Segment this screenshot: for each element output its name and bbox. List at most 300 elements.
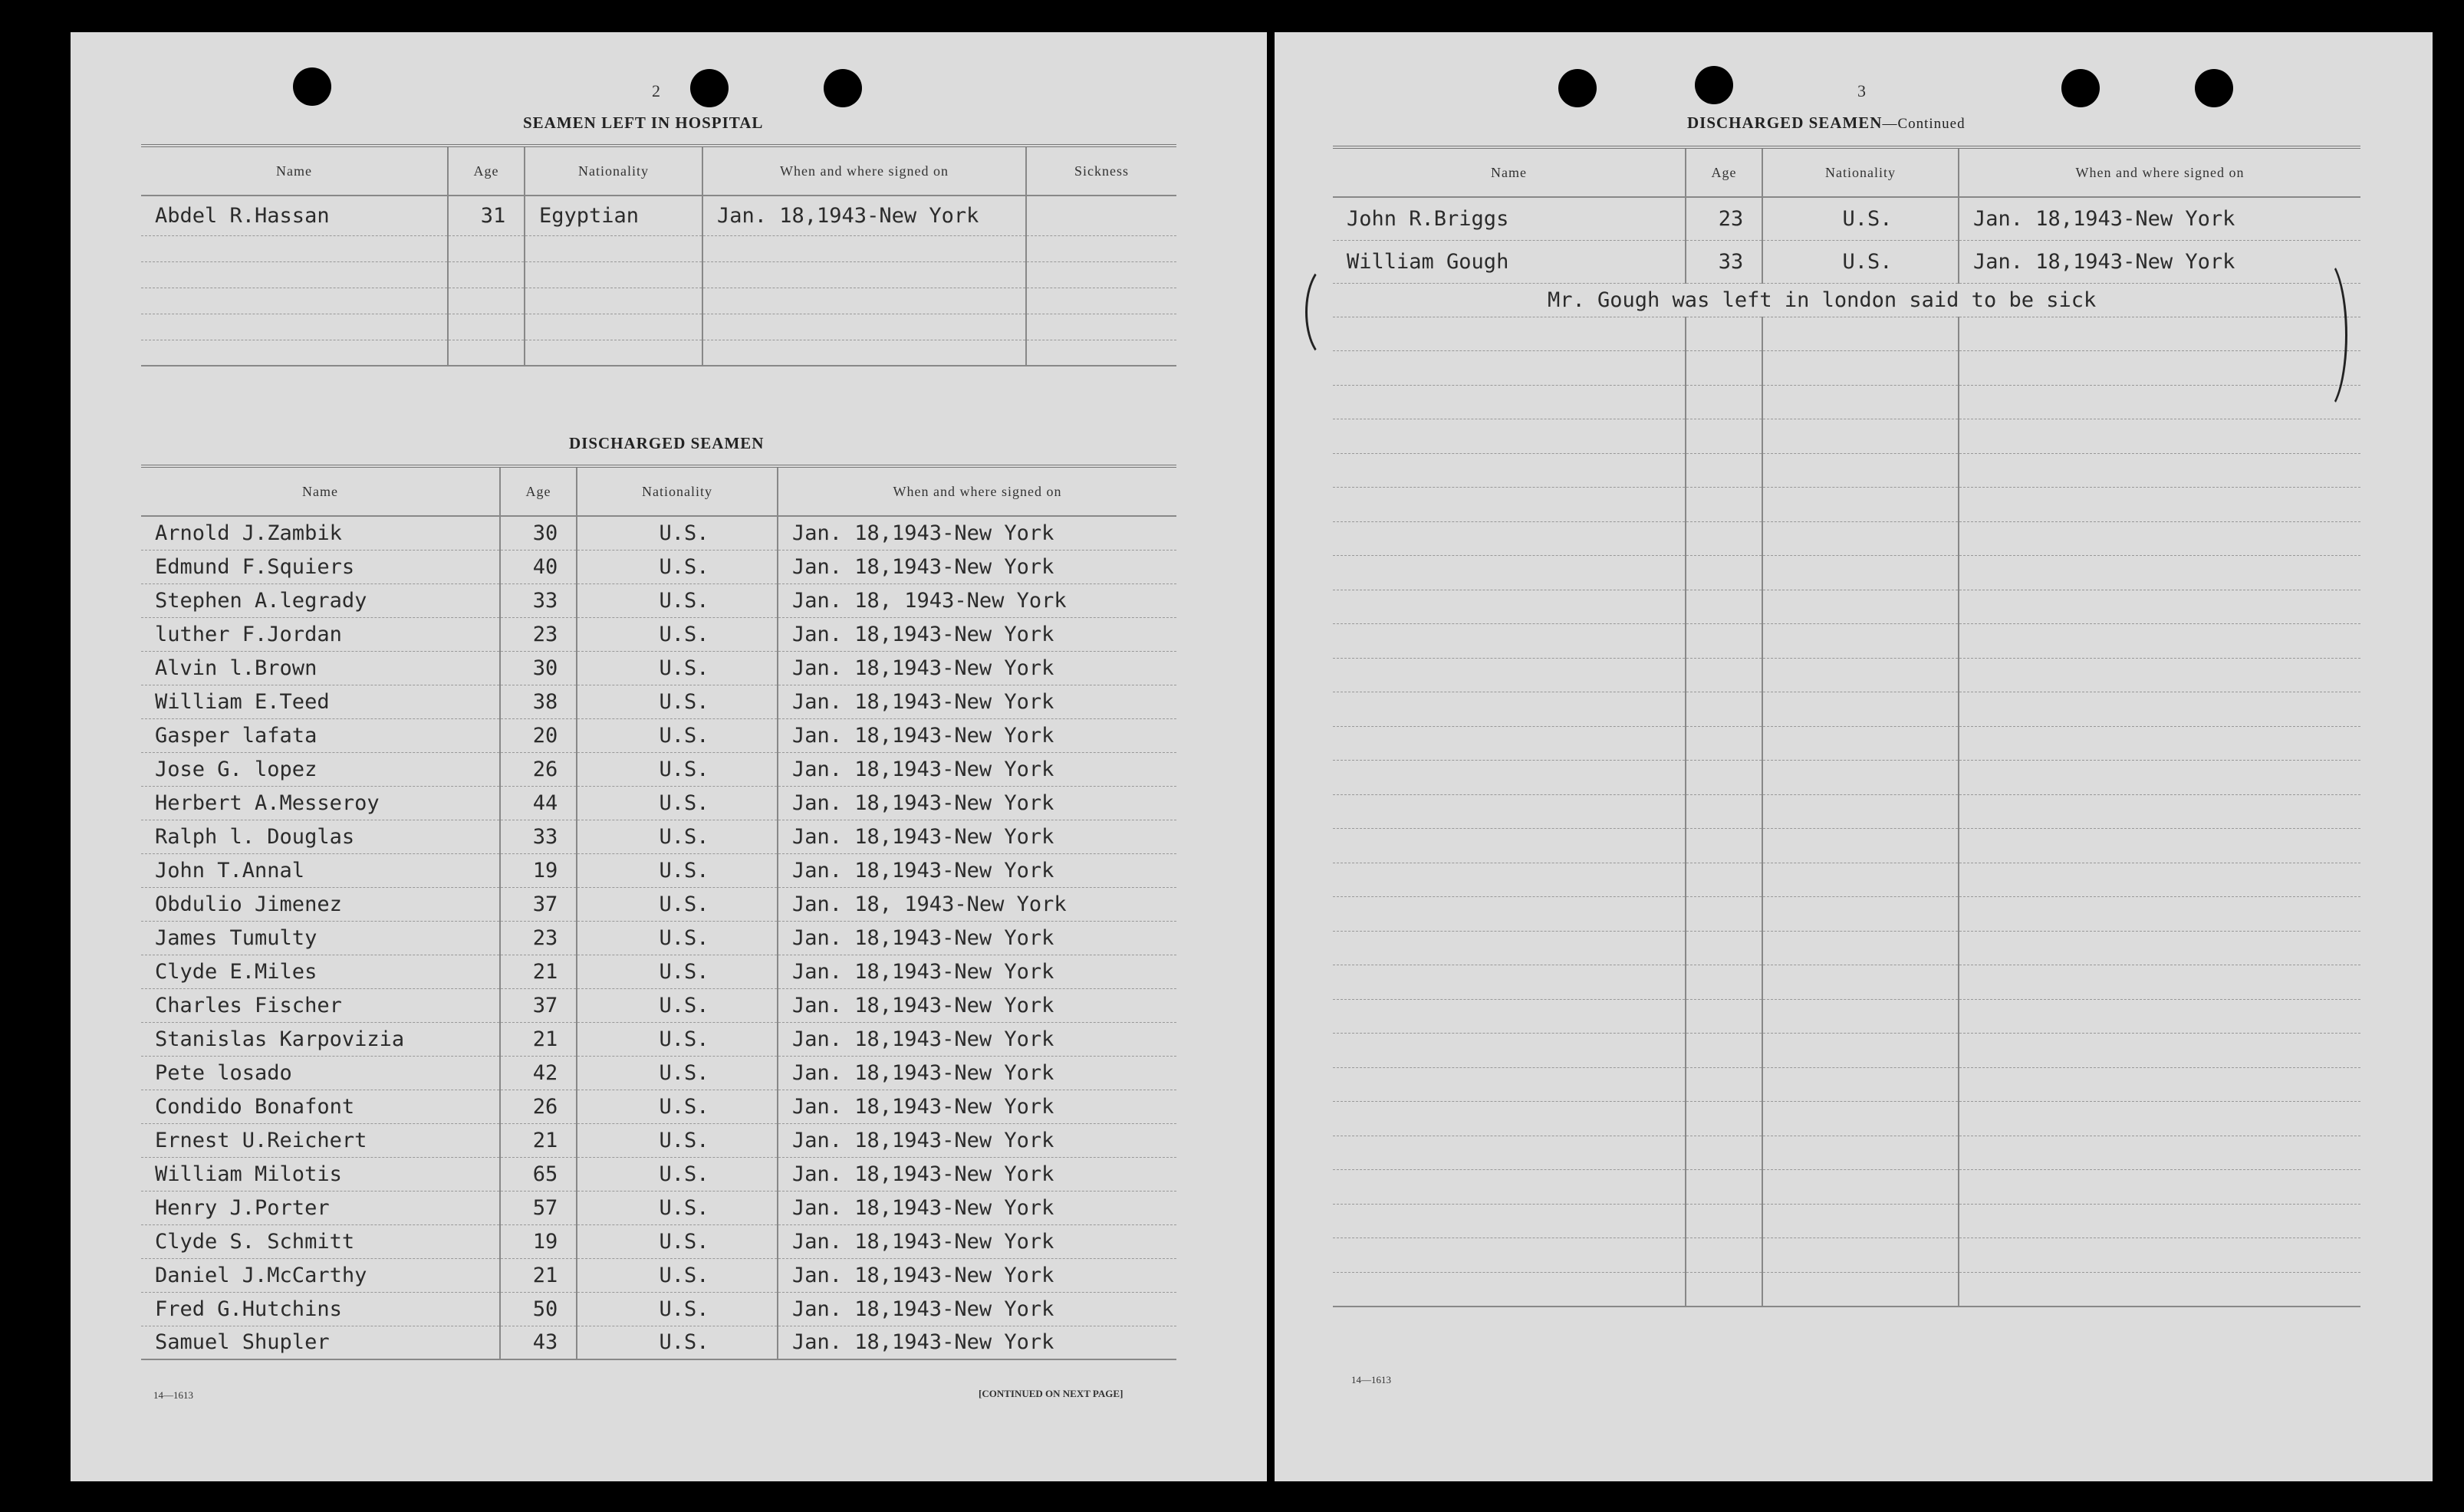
blank-cell	[141, 261, 448, 288]
blank-row	[1333, 1067, 2360, 1102]
seaman-age: 40	[500, 550, 577, 583]
blank-cell	[1762, 385, 1959, 419]
seaman-name: Ralph l. Douglas	[141, 820, 500, 853]
blank-cell	[1762, 1136, 1959, 1170]
blank-cell	[1333, 1204, 1686, 1238]
table-row	[141, 1157, 1176, 1191]
blank-cell	[1762, 965, 1959, 1000]
blank-cell	[1686, 863, 1762, 897]
blank-cell	[1959, 761, 2360, 795]
seaman-signed-on: Jan. 18,1943-New York	[1959, 197, 2360, 240]
blank-row	[1333, 488, 2360, 522]
seaman-nationality: U.S.	[577, 718, 778, 752]
seaman-age: 23	[500, 617, 577, 651]
seaman-signed-on: Jan. 18,1943-New York	[778, 516, 1176, 550]
seaman-age: 50	[500, 1292, 577, 1326]
blank-cell	[1333, 829, 1686, 863]
blank-cell	[1686, 385, 1762, 419]
blank-cell	[1686, 761, 1762, 795]
blank-cell	[1959, 385, 2360, 419]
blank-cell	[141, 235, 448, 261]
blank-cell	[1959, 556, 2360, 590]
blank-row	[1333, 726, 2360, 761]
seaman-signed-on: Jan. 18,1943-New York	[778, 1157, 1176, 1191]
blank-cell	[1959, 658, 2360, 692]
blank-cell	[141, 340, 448, 366]
table-row	[141, 685, 1176, 718]
seaman-nationality: U.S.	[577, 955, 778, 988]
seaman-signed-on: Jan. 18,1943-New York	[778, 685, 1176, 718]
seaman-age: 38	[500, 685, 577, 718]
blank-row	[1333, 419, 2360, 454]
form-number: 14—1613	[1351, 1374, 1391, 1385]
seaman-sickness	[1026, 196, 1176, 235]
discharged-section-title: DISCHARGED SEAMEN	[569, 434, 765, 452]
blank-cell	[448, 261, 525, 288]
seaman-nationality: U.S.	[577, 617, 778, 651]
blank-row	[1333, 794, 2360, 829]
seaman-nationality: U.S.	[577, 1157, 778, 1191]
blank-cell	[1026, 261, 1176, 288]
seaman-age: 26	[500, 752, 577, 786]
blank-cell	[702, 261, 1026, 288]
blank-row	[1333, 624, 2360, 659]
page-number: 2	[652, 81, 660, 100]
table-row	[141, 718, 1176, 752]
col-header-name: Name	[141, 146, 448, 196]
seaman-age: 37	[500, 988, 577, 1022]
blank-row	[1333, 1102, 2360, 1136]
continued-note: [CONTINUED ON NEXT PAGE]	[979, 1388, 1123, 1399]
blank-row	[1333, 897, 2360, 932]
blank-cell	[1333, 999, 1686, 1034]
blank-cell	[1333, 1170, 1686, 1205]
blank-cell	[1333, 419, 1686, 454]
handwritten-bracket-left	[1305, 264, 1354, 360]
seaman-age: 33	[500, 583, 577, 617]
blank-cell	[1959, 931, 2360, 965]
seaman-name: Edmund F.Squiers	[141, 550, 500, 583]
blank-cell	[448, 340, 525, 366]
blank-cell	[1762, 556, 1959, 590]
blank-cell	[1959, 419, 2360, 454]
blank-cell	[1026, 314, 1176, 340]
blank-row	[1333, 385, 2360, 419]
blank-cell	[1686, 624, 1762, 659]
discharged-table	[141, 465, 1176, 1360]
blank-cell	[1333, 1136, 1686, 1170]
blank-cell	[525, 314, 702, 340]
seaman-nationality: U.S.	[577, 921, 778, 955]
blank-cell	[1959, 692, 2360, 727]
seaman-name: Daniel J.McCarthy	[141, 1258, 500, 1292]
blank-row	[1333, 1136, 2360, 1170]
table-row	[141, 1258, 1176, 1292]
blank-cell	[1762, 829, 1959, 863]
blank-cell	[1959, 1136, 2360, 1170]
blank-cell	[1686, 999, 1762, 1034]
table-row	[141, 1191, 1176, 1224]
blank-cell	[1959, 829, 2360, 863]
blank-cell	[1333, 556, 1686, 590]
blank-row	[141, 261, 1176, 288]
seaman-signed-on: Jan. 18,1943-New York	[778, 617, 1176, 651]
seaman-name: Henry J.Porter	[141, 1191, 500, 1224]
seaman-name: Abdel R.Hassan	[141, 196, 448, 235]
seaman-age: 44	[500, 786, 577, 820]
punch-hole	[2195, 69, 2233, 107]
blank-cell	[1333, 590, 1686, 624]
seaman-signed-on: Jan. 18,1943-New York	[778, 1292, 1176, 1326]
blank-cell	[1686, 1102, 1762, 1136]
page-number: 3	[1857, 81, 1866, 100]
gough-note: Mr. Gough was left in london said to be sick	[1548, 288, 2097, 312]
blank-cell	[1762, 351, 1959, 386]
seaman-nationality: U.S.	[577, 1326, 778, 1359]
blank-cell	[1686, 1067, 1762, 1102]
hospital-section-title: SEAMEN LEFT IN HOSPITAL	[523, 113, 764, 132]
left-page	[71, 32, 1267, 1481]
blank-cell	[1333, 521, 1686, 556]
blank-cell	[1959, 999, 2360, 1034]
seaman-age: 20	[500, 718, 577, 752]
blank-cell	[525, 261, 702, 288]
seaman-name: Samuel Shupler	[141, 1326, 500, 1359]
seaman-signed-on: Jan. 18,1943-New York	[778, 550, 1176, 583]
seaman-name: John T.Annal	[141, 853, 500, 887]
blank-cell	[1686, 556, 1762, 590]
table-row	[141, 1056, 1176, 1090]
table-row	[141, 820, 1176, 853]
seaman-nationality: U.S.	[577, 1292, 778, 1326]
seaman-signed-on: Jan. 18,1943-New York	[778, 1090, 1176, 1123]
blank-cell	[1762, 1272, 1959, 1307]
seaman-signed-on: Jan. 18,1943-New York	[778, 786, 1176, 820]
seaman-name: luther F.Jordan	[141, 617, 500, 651]
blank-cell	[1959, 1034, 2360, 1068]
blank-row	[141, 340, 1176, 366]
table-row	[1333, 197, 2360, 240]
seaman-nationality: U.S.	[577, 887, 778, 921]
blank-cell	[1762, 590, 1959, 624]
seaman-name: Clyde S. Schmitt	[141, 1224, 500, 1258]
table-row	[141, 752, 1176, 786]
blank-row	[141, 314, 1176, 340]
blank-cell	[1686, 351, 1762, 386]
blank-cell	[1762, 1170, 1959, 1205]
blank-cell	[702, 314, 1026, 340]
blank-cell	[1026, 340, 1176, 366]
table-row	[141, 988, 1176, 1022]
title-suffix: —Continued	[1882, 116, 1966, 132]
blank-cell	[702, 340, 1026, 366]
seaman-signed-on: Jan. 18,1943-New York	[1959, 240, 2360, 283]
blank-cell	[1333, 658, 1686, 692]
seaman-name: Pete losado	[141, 1056, 500, 1090]
col-header-name: Name	[1333, 147, 1686, 197]
blank-cell	[525, 288, 702, 314]
blank-row	[1333, 590, 2360, 624]
seaman-name: William E.Teed	[141, 685, 500, 718]
blank-row	[1333, 521, 2360, 556]
blank-cell	[1762, 1102, 1959, 1136]
seaman-age: 65	[500, 1157, 577, 1191]
blank-cell	[1026, 288, 1176, 314]
seaman-age: 30	[500, 516, 577, 550]
blank-cell	[1762, 488, 1959, 522]
form-number: 14—1613	[153, 1389, 193, 1401]
blank-row	[1333, 351, 2360, 386]
blank-cell	[1333, 624, 1686, 659]
table-row	[141, 887, 1176, 921]
seaman-signed-on: Jan. 18,1943-New York	[778, 1056, 1176, 1090]
blank-row	[1333, 453, 2360, 488]
seaman-age: 23	[500, 921, 577, 955]
seaman-name: William Milotis	[141, 1157, 500, 1191]
table-row	[141, 583, 1176, 617]
blank-row	[1333, 761, 2360, 795]
seaman-nationality: U.S.	[577, 786, 778, 820]
seaman-age: 31	[448, 196, 525, 235]
seaman-name: Ernest U.Reichert	[141, 1123, 500, 1157]
blank-cell	[1333, 761, 1686, 795]
col-header-nationality: Nationality	[1762, 147, 1959, 197]
blank-cell	[1333, 965, 1686, 1000]
col-header-name: Name	[141, 466, 500, 516]
blank-row	[1333, 1204, 2360, 1238]
punch-hole	[1558, 69, 1597, 107]
blank-row	[1333, 1170, 2360, 1205]
blank-cell	[1959, 897, 2360, 932]
seaman-nationality: U.S.	[577, 1258, 778, 1292]
blank-cell	[1333, 317, 1686, 351]
blank-cell	[1762, 863, 1959, 897]
seaman-age: 30	[500, 651, 577, 685]
blank-cell	[1762, 1034, 1959, 1068]
col-header-nationality: Nationality	[577, 466, 778, 516]
table-row	[141, 1022, 1176, 1056]
seaman-nationality: U.S.	[577, 651, 778, 685]
col-header-age: Age	[500, 466, 577, 516]
seaman-nationality: U.S.	[577, 1022, 778, 1056]
seaman-signed-on: Jan. 18,1943-New York	[778, 752, 1176, 786]
seaman-signed-on: Jan. 18,1943-New York	[778, 853, 1176, 887]
blank-row	[1333, 1238, 2360, 1273]
blank-cell	[1959, 1102, 2360, 1136]
seaman-nationality: U.S.	[577, 1090, 778, 1123]
col-header-age: Age	[448, 146, 525, 196]
seaman-age: 19	[500, 1224, 577, 1258]
blank-row	[1333, 658, 2360, 692]
punch-hole	[1695, 66, 1733, 104]
blank-cell	[1959, 1204, 2360, 1238]
blank-cell	[1333, 1067, 1686, 1102]
blank-cell	[1686, 1034, 1762, 1068]
table-row	[141, 651, 1176, 685]
blank-row	[141, 288, 1176, 314]
seaman-signed-on: Jan. 18,1943-New York	[778, 651, 1176, 685]
blank-cell	[1333, 488, 1686, 522]
blank-cell	[1333, 1102, 1686, 1136]
blank-cell	[1959, 863, 2360, 897]
blank-cell	[1686, 897, 1762, 932]
blank-cell	[1686, 726, 1762, 761]
table-row	[141, 196, 1176, 235]
blank-cell	[1959, 521, 2360, 556]
table-row	[141, 853, 1176, 887]
seaman-age: 57	[500, 1191, 577, 1224]
blank-cell	[1762, 624, 1959, 659]
table-row	[141, 1090, 1176, 1123]
blank-cell	[1333, 897, 1686, 932]
seaman-name: Stanislas Karpovizia	[141, 1022, 500, 1056]
table-row	[141, 786, 1176, 820]
seaman-nationality: U.S.	[577, 1224, 778, 1258]
seaman-signed-on: Jan. 18, 1943-New York	[778, 583, 1176, 617]
blank-row	[1333, 965, 2360, 1000]
hospital-table	[141, 144, 1176, 366]
table-row	[141, 921, 1176, 955]
blank-cell	[1686, 692, 1762, 727]
seaman-name: Charles Fischer	[141, 988, 500, 1022]
blank-row	[1333, 999, 2360, 1034]
blank-cell	[448, 314, 525, 340]
blank-cell	[1686, 1238, 1762, 1273]
seaman-signed-on: Jan. 18,1943-New York	[778, 1258, 1176, 1292]
blank-cell	[1333, 692, 1686, 727]
blank-cell	[1762, 1204, 1959, 1238]
blank-cell	[1686, 419, 1762, 454]
seaman-age: 26	[500, 1090, 577, 1123]
seaman-name: Condido Bonafont	[141, 1090, 500, 1123]
seaman-age: 21	[500, 955, 577, 988]
blank-cell	[1333, 863, 1686, 897]
blank-cell	[1762, 794, 1959, 829]
blank-cell	[1686, 658, 1762, 692]
seaman-signed-on: Jan. 18,1943-New York	[778, 1191, 1176, 1224]
blank-row	[1333, 1272, 2360, 1307]
table-row	[141, 1292, 1176, 1326]
seaman-age: 19	[500, 853, 577, 887]
seaman-nationality: U.S.	[577, 988, 778, 1022]
table-row	[141, 1326, 1176, 1359]
seaman-name: Obdulio Jimenez	[141, 887, 500, 921]
blank-cell	[1762, 931, 1959, 965]
seaman-signed-on: Jan. 18,1943-New York	[778, 718, 1176, 752]
blank-cell	[1762, 726, 1959, 761]
blank-cell	[1686, 1170, 1762, 1205]
seaman-nationality: U.S.	[577, 685, 778, 718]
table-row	[1333, 240, 2360, 283]
discharged-continued-table	[1333, 146, 2360, 1307]
punch-hole	[293, 67, 331, 106]
seaman-name: William Gough	[1333, 240, 1686, 283]
seaman-nationality: Egyptian	[525, 196, 702, 235]
seaman-nationality: U.S.	[1762, 197, 1959, 240]
note-cell	[1333, 283, 2360, 317]
right-page	[1275, 32, 2433, 1481]
blank-cell	[702, 288, 1026, 314]
blank-cell	[141, 288, 448, 314]
seaman-nationality: U.S.	[577, 583, 778, 617]
seaman-age: 37	[500, 887, 577, 921]
seaman-nationality: U.S.	[577, 1056, 778, 1090]
blank-cell	[1686, 590, 1762, 624]
blank-cell	[702, 235, 1026, 261]
blank-cell	[1959, 794, 2360, 829]
blank-cell	[1762, 692, 1959, 727]
blank-cell	[1686, 965, 1762, 1000]
seaman-name: Alvin l.Brown	[141, 651, 500, 685]
blank-cell	[1762, 453, 1959, 488]
seaman-nationality: U.S.	[577, 550, 778, 583]
blank-cell	[1762, 1067, 1959, 1102]
blank-cell	[1686, 521, 1762, 556]
blank-cell	[1686, 488, 1762, 522]
seaman-age: 33	[1686, 240, 1762, 283]
seaman-age: 33	[500, 820, 577, 853]
blank-cell	[448, 288, 525, 314]
seaman-age: 43	[500, 1326, 577, 1359]
seaman-signed-on: Jan. 18,1943-New York	[778, 921, 1176, 955]
blank-row	[1333, 317, 2360, 351]
blank-cell	[1762, 761, 1959, 795]
blank-cell	[1959, 1067, 2360, 1102]
seaman-signed-on: Jan. 18,1943-New York	[702, 196, 1026, 235]
blank-cell	[1762, 521, 1959, 556]
col-header-signed-on: When and where signed on	[1959, 147, 2360, 197]
col-header-sickness: Sickness	[1026, 146, 1176, 196]
seaman-signed-on: Jan. 18,1943-New York	[778, 988, 1176, 1022]
seaman-age: 21	[500, 1022, 577, 1056]
blank-cell	[1333, 351, 1686, 386]
blank-row	[1333, 863, 2360, 897]
seaman-name: Fred G.Hutchins	[141, 1292, 500, 1326]
seaman-nationality: U.S.	[577, 820, 778, 853]
seaman-name: James Tumulty	[141, 921, 500, 955]
blank-cell	[1686, 453, 1762, 488]
blank-cell	[1333, 1238, 1686, 1273]
blank-cell	[1686, 1204, 1762, 1238]
seaman-nationality: U.S.	[577, 516, 778, 550]
seaman-age: 21	[500, 1123, 577, 1157]
blank-cell	[1026, 235, 1176, 261]
seaman-signed-on: Jan. 18,1943-New York	[778, 1123, 1176, 1157]
blank-cell	[1686, 931, 1762, 965]
seaman-name: Herbert A.Messeroy	[141, 786, 500, 820]
blank-cell	[1959, 1272, 2360, 1307]
seaman-signed-on: Jan. 18,1943-New York	[778, 820, 1176, 853]
col-header-nationality: Nationality	[525, 146, 702, 196]
seaman-name: Jose G. lopez	[141, 752, 500, 786]
blank-cell	[1686, 1136, 1762, 1170]
blank-cell	[448, 235, 525, 261]
blank-row	[1333, 692, 2360, 727]
table-row	[141, 550, 1176, 583]
blank-cell	[1686, 1272, 1762, 1307]
blank-cell	[1959, 488, 2360, 522]
table-row	[141, 617, 1176, 651]
col-header-signed-on: When and where signed on	[702, 146, 1026, 196]
blank-cell	[1762, 658, 1959, 692]
seaman-nationality: U.S.	[577, 1123, 778, 1157]
handwritten-bracket-right	[2299, 256, 2347, 414]
blank-cell	[1959, 624, 2360, 659]
col-header-age: Age	[1686, 147, 1762, 197]
blank-cell	[1959, 965, 2360, 1000]
table-row	[141, 516, 1176, 550]
punch-hole	[690, 69, 729, 107]
